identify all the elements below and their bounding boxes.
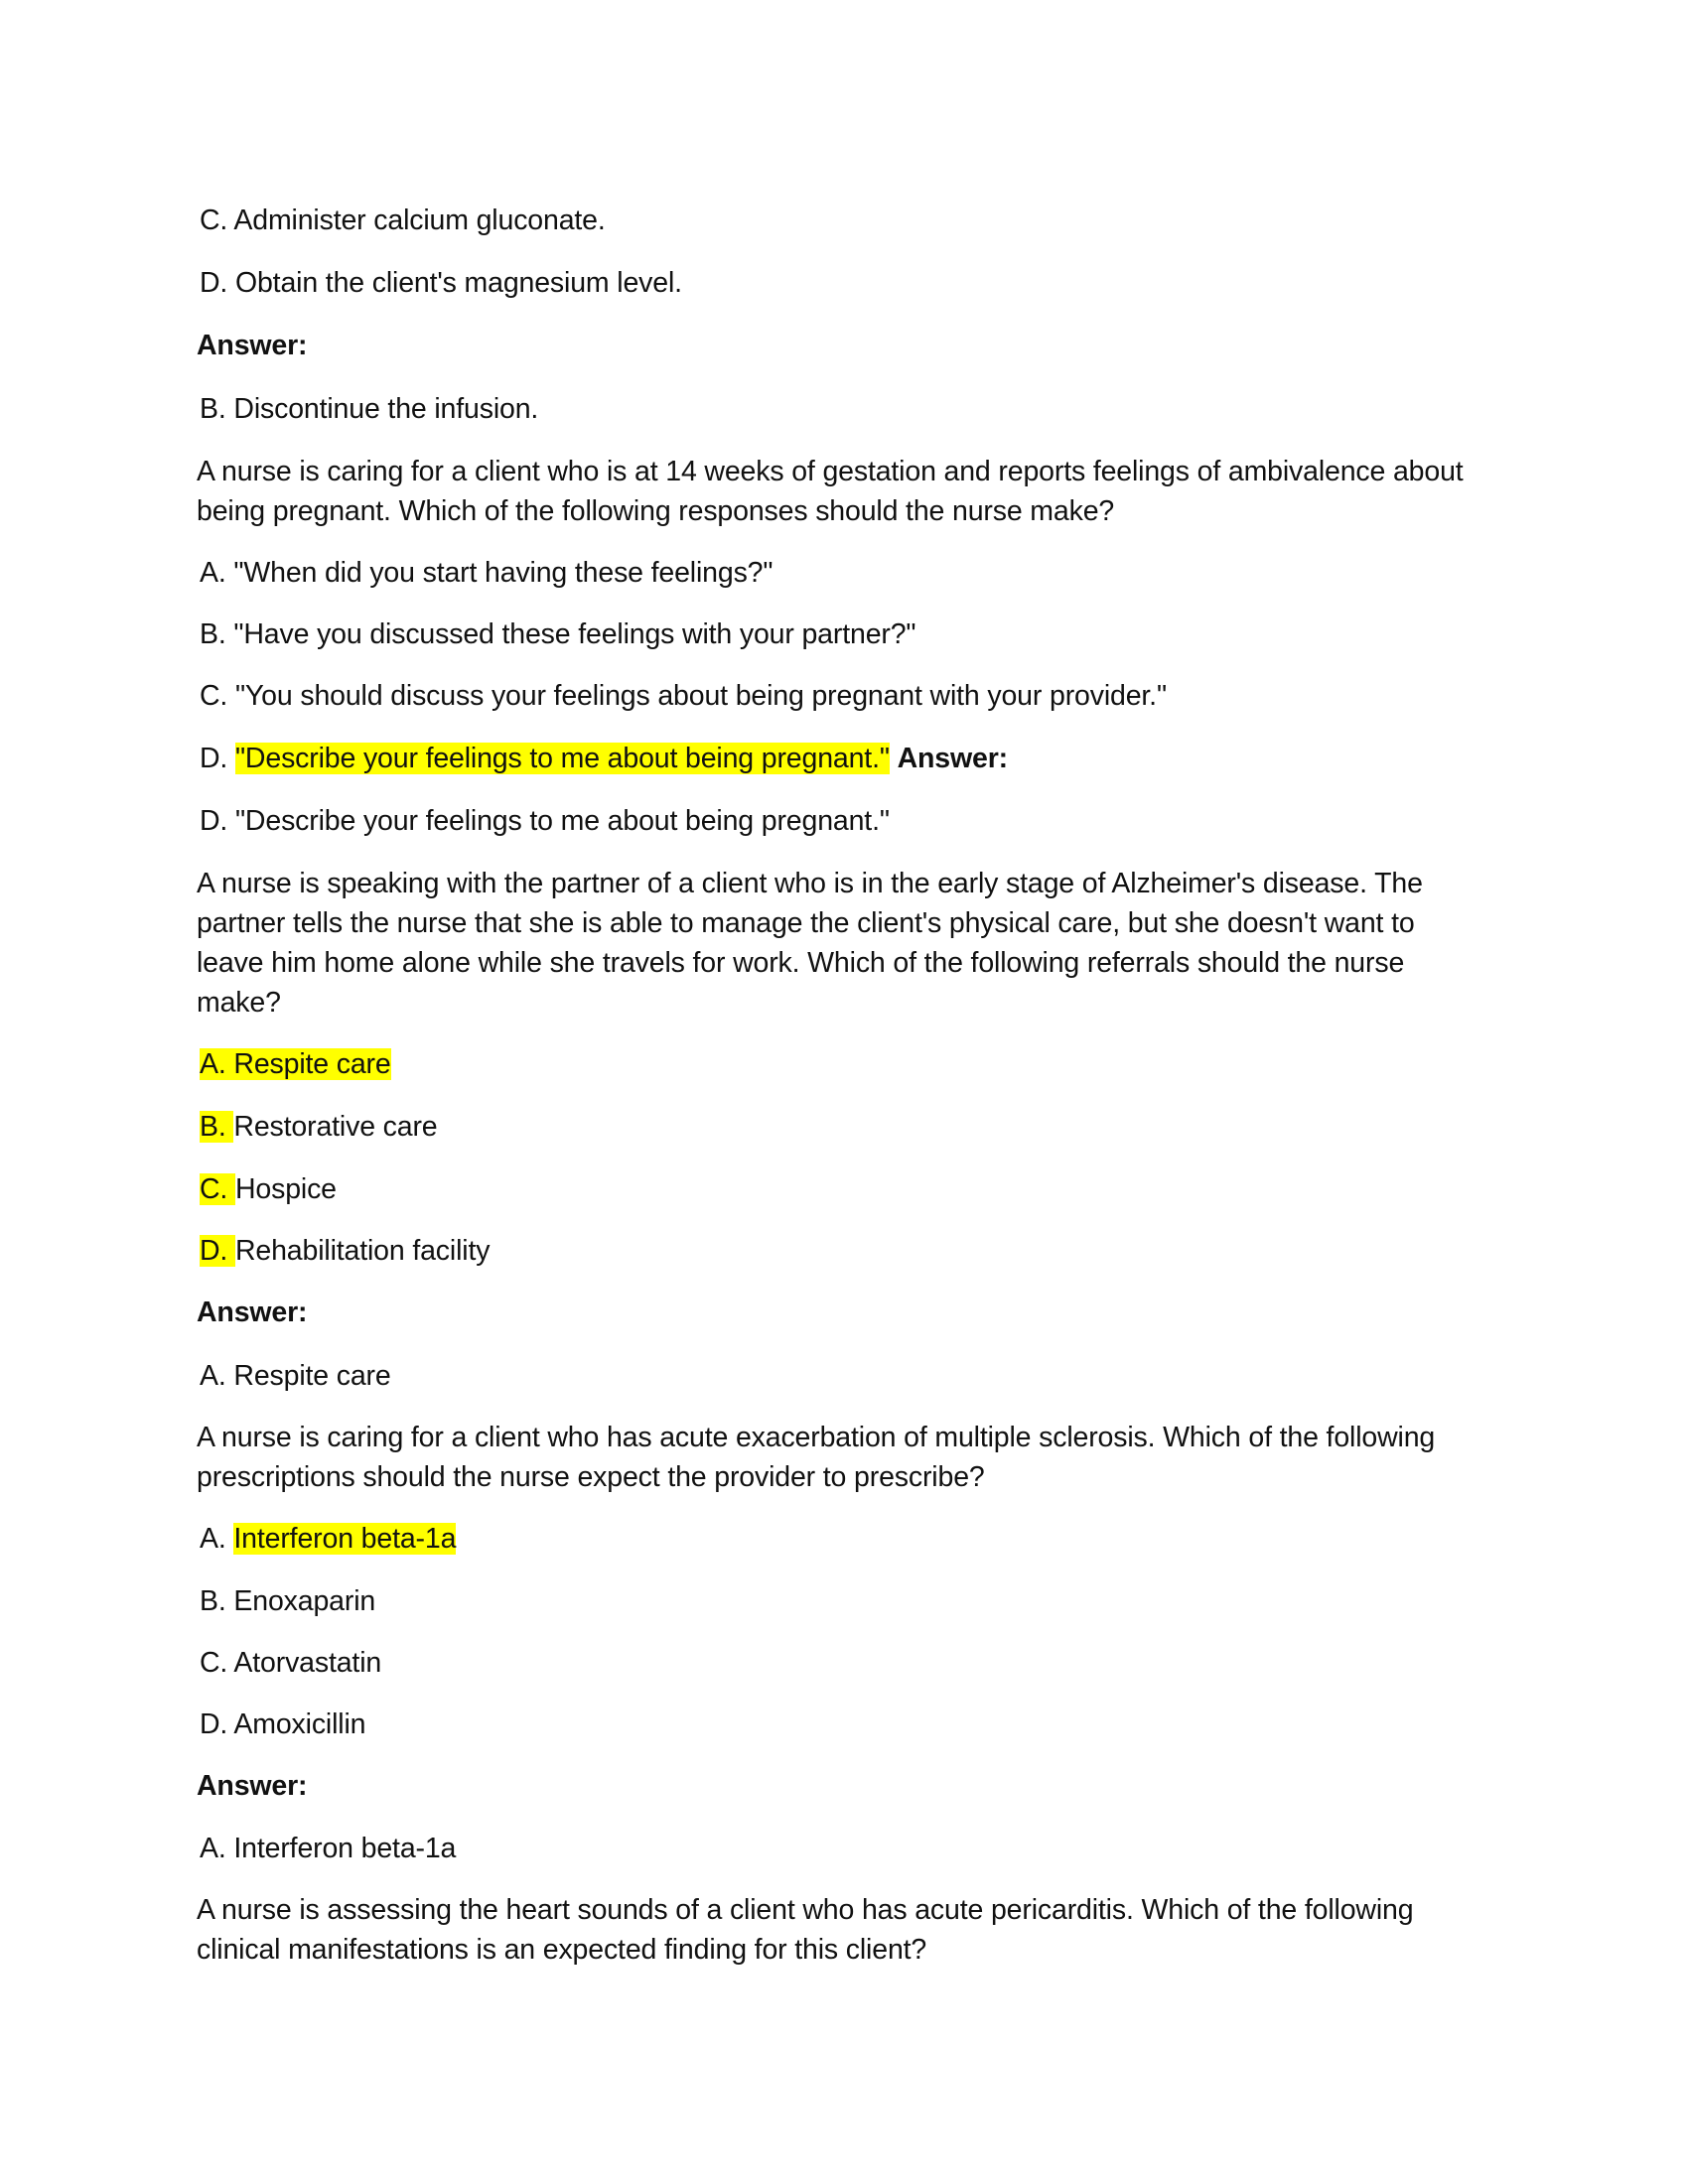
option-b: B. Enoxaparin [200, 1585, 376, 1617]
option-letter: A. [200, 1523, 234, 1555]
highlighted-option-text: "Describe your feelings to me about being pregnant." [234, 743, 890, 774]
answer-label: Answer: [197, 1297, 308, 1328]
question-line: prescriptions should the nurse expect the provider to prescribe? [197, 1461, 985, 1493]
question-line: leave him home alone while she travels for work. Which of the following referrals should the nurse [197, 947, 1405, 979]
highlighted-option-letter: B. [200, 1111, 234, 1143]
option-d [200, 739, 1008, 778]
option-letter: D. [200, 743, 235, 774]
answer-text: A. Respite care [200, 1360, 391, 1392]
highlighted-option-letter: C. [200, 1173, 235, 1205]
question-line: clinical manifestations is an expected finding for this client? [197, 1934, 927, 1966]
question-line: A nurse is caring for a client who is at 14 weeks of gestation and reports feelings of ambivalence about [197, 456, 1464, 487]
option-text: Restorative care [233, 1111, 438, 1143]
option-text: Rehabilitation facility [234, 1235, 491, 1267]
option-b: B. "Have you discussed these feelings with your partner?" [200, 618, 916, 650]
option-text: Hospice [234, 1173, 337, 1205]
option-c [200, 1169, 337, 1209]
answer-label: Answer: [197, 1770, 308, 1802]
answer-label: Answer: [197, 330, 308, 361]
question-line: make? [197, 987, 281, 1019]
answer-text: B. Discontinue the infusion. [200, 393, 539, 425]
document-page [197, 0, 1487, 2184]
highlighted-option-letter: D. [200, 1235, 235, 1267]
question-line: A nurse is caring for a client who has acute exacerbation of multiple sclerosis. Which of the following [197, 1422, 1436, 1453]
option-a: A. "When did you start having these feelings?" [200, 557, 774, 589]
option-b [200, 1107, 438, 1147]
answer-text: A. Interferon beta-1a [200, 1833, 457, 1864]
option-c: C. "You should discuss your feelings about being pregnant with your provider." [200, 680, 1167, 712]
highlighted-option-text: A. Respite care [200, 1048, 391, 1080]
option-c: C. Administer calcium gluconate. [200, 205, 606, 236]
option-a [200, 1044, 391, 1084]
option-c: C. Atorvastatin [200, 1647, 382, 1679]
question-line: partner tells the nurse that she is able to manage the client's physical care, but she doesn't want to [197, 907, 1415, 939]
option-a [200, 1519, 456, 1559]
question-line: A nurse is speaking with the partner of a client who is in the early stage of Alzheimer's disease. The [197, 868, 1423, 899]
highlighted-option-text: Interferon beta-1a [233, 1523, 457, 1555]
answer-text: D. "Describe your feelings to me about being pregnant." [200, 805, 890, 837]
option-d [200, 1231, 490, 1271]
question-line: being pregnant. Which of the following responses should the nurse make? [197, 495, 1115, 527]
question-line: A nurse is assessing the heart sounds of a client who has acute pericarditis. Which of the following [197, 1894, 1414, 1926]
option-d: D. Obtain the client's magnesium level. [200, 267, 682, 299]
option-d: D. Amoxicillin [200, 1708, 366, 1740]
answer-label: Answer: [897, 743, 1008, 774]
